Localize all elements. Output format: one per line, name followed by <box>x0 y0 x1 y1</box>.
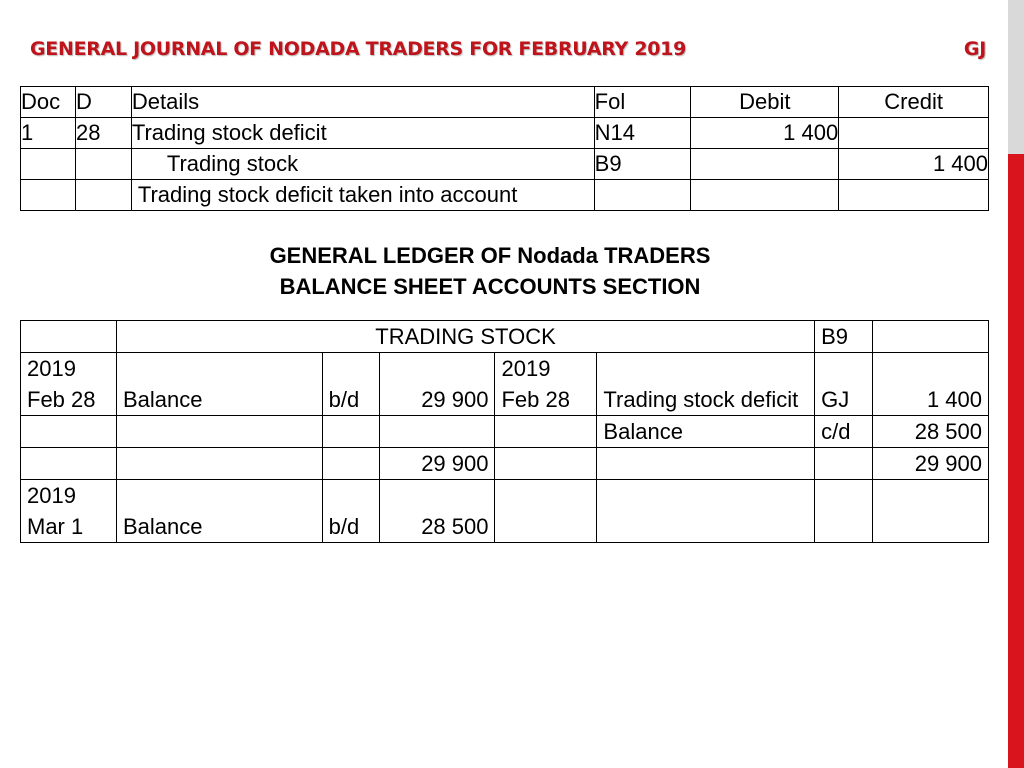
header-debit: Debit <box>691 87 839 118</box>
debit-date: Feb 28 <box>27 387 96 412</box>
trading-stock-ledger-table <box>20 320 989 543</box>
journal-day: 28 <box>75 118 131 149</box>
credit-date: Feb 28 <box>501 387 570 412</box>
journal-details: Trading stock <box>131 149 594 180</box>
credit-fol: GJ <box>815 353 873 416</box>
journal-narration: Trading stock deficit taken into account <box>131 180 594 211</box>
journal-fol <box>594 180 691 211</box>
debit-date-cell <box>21 353 117 416</box>
credit-fol: c/d <box>815 416 873 448</box>
journal-row <box>21 149 989 180</box>
journal-credit <box>839 118 989 149</box>
debit-date: Mar 1 <box>27 514 84 539</box>
ledger-heading-line2: BALANCE SHEET ACCOUNTS SECTION <box>279 274 701 299</box>
journal-details: Trading stock deficit <box>131 118 594 149</box>
journal-doc: 1 <box>21 118 76 149</box>
journal-day <box>75 180 131 211</box>
credit-details: Trading stock deficit <box>597 353 815 416</box>
header-fol: Fol <box>594 87 691 118</box>
journal-row <box>21 118 989 149</box>
header-details: Details <box>131 87 594 118</box>
credit-amount: 1 400 <box>873 353 989 416</box>
ledger-row <box>21 416 989 448</box>
journal-fol: B9 <box>594 149 691 180</box>
ledger-account-row <box>21 321 989 353</box>
debit-details: Balance <box>116 353 322 416</box>
credit-amount: 28 500 <box>873 416 989 448</box>
journal-narration-row <box>21 180 989 211</box>
side-bar-accent <box>1008 154 1024 768</box>
account-name: TRADING STOCK <box>116 321 814 353</box>
journal-title-text: GENERAL JOURNAL OF NODADA TRADERS FOR FEBRUARY 2019 <box>30 38 686 60</box>
journal-day <box>75 149 131 180</box>
journal-code: GJ <box>963 38 986 60</box>
ledger-heading-line1: GENERAL LEDGER OF Nodada TRADERS <box>269 243 711 268</box>
debit-date-cell <box>21 480 117 543</box>
header-credit: Credit <box>839 87 989 118</box>
debit-fol: b/d <box>322 480 379 543</box>
journal-title <box>30 38 990 60</box>
credit-total: 29 900 <box>873 448 989 480</box>
general-journal-table <box>20 86 989 211</box>
debit-details: Balance <box>116 480 322 543</box>
journal-credit <box>839 180 989 211</box>
credit-date-cell <box>495 353 597 416</box>
credit-year: 2019 <box>501 356 551 381</box>
header-d: D <box>75 87 131 118</box>
ledger-totals-row <box>21 448 989 480</box>
journal-header-row <box>21 87 989 118</box>
header-doc: Doc <box>21 87 76 118</box>
credit-details: Balance <box>597 416 815 448</box>
journal-fol: N14 <box>594 118 691 149</box>
debit-amount: 29 900 <box>379 353 495 416</box>
journal-debit <box>691 149 839 180</box>
debit-fol: b/d <box>322 353 379 416</box>
ledger-heading <box>140 240 840 302</box>
journal-doc <box>21 180 76 211</box>
debit-amount: 28 500 <box>379 480 495 543</box>
account-folio: B9 <box>815 321 873 353</box>
debit-year: 2019 <box>27 356 76 381</box>
journal-debit: 1 400 <box>691 118 839 149</box>
journal-credit: 1 400 <box>839 149 989 180</box>
ledger-row <box>21 480 989 543</box>
debit-total: 29 900 <box>379 448 495 480</box>
journal-debit <box>691 180 839 211</box>
side-bar-top <box>1008 0 1024 154</box>
ledger-row <box>21 353 989 416</box>
debit-year: 2019 <box>27 483 76 508</box>
journal-doc <box>21 149 76 180</box>
